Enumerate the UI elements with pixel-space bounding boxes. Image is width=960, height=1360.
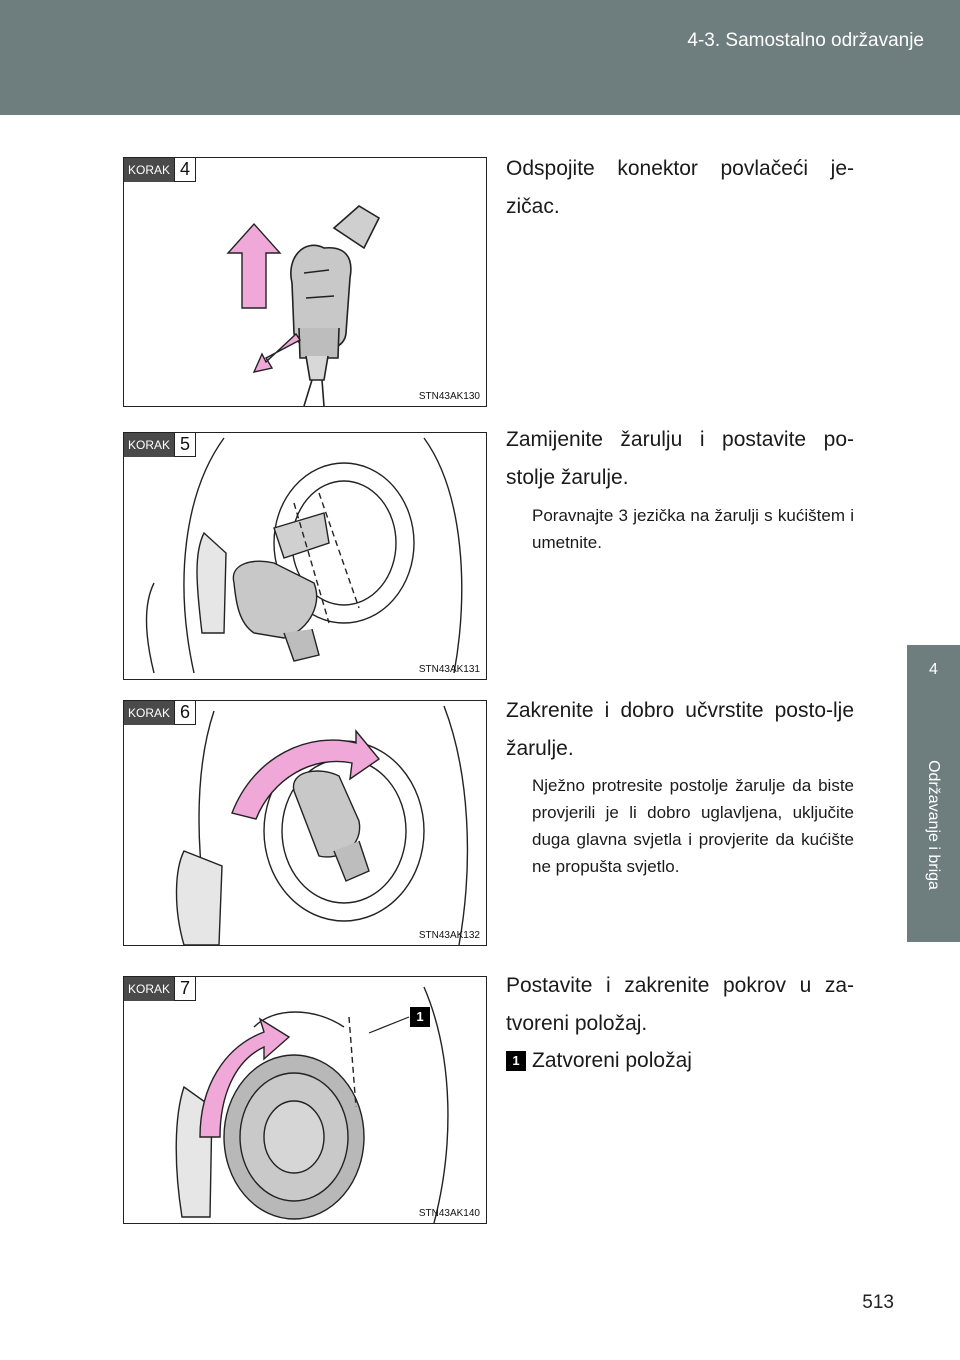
pull-up-arrow bbox=[228, 224, 280, 308]
step-6-instruction: Zakrenite i dobro učvrstite posto-lje žarulje. bbox=[506, 699, 854, 760]
page-number: 513 bbox=[862, 1292, 894, 1313]
legend-item bbox=[506, 1046, 692, 1076]
step-badge bbox=[124, 977, 196, 1001]
legend-label: Zatvoreni položaj bbox=[532, 1049, 692, 1072]
section-title: 4-3. Samostalno održavanje bbox=[687, 30, 924, 51]
legend-marker: 1 bbox=[506, 1051, 526, 1071]
step-word: KORAK bbox=[124, 977, 174, 1001]
figure-code: STN43AK140 bbox=[418, 1208, 480, 1219]
step-badge bbox=[124, 433, 196, 457]
chapter-tab[interactable] bbox=[907, 645, 960, 942]
step-7-instruction: Postavite i zakrenite pokrov u za-tvoreni položaj. bbox=[506, 974, 854, 1035]
figure-step-4 bbox=[123, 157, 487, 407]
step-number: 5 bbox=[174, 433, 196, 457]
step-word: KORAK bbox=[124, 433, 174, 457]
step-number: 7 bbox=[174, 977, 196, 1001]
callout-marker: 1 bbox=[410, 1007, 430, 1027]
figure-step-5 bbox=[123, 432, 487, 680]
figure-code: STN43AK131 bbox=[418, 664, 480, 675]
chapter-label: Održavanje i briga bbox=[925, 760, 942, 890]
figure-step-6 bbox=[123, 700, 487, 946]
step-badge bbox=[124, 701, 196, 725]
step-badge bbox=[124, 158, 196, 182]
step-4-instruction: Odspojite konektor povlačeći je-zičac. bbox=[506, 157, 854, 218]
cover-close-illustration bbox=[124, 977, 486, 1223]
figure-code: STN43AK132 bbox=[418, 930, 480, 941]
step-6-note: Nježno protresite postolje žarulje da biste provjerili je li dobro uglavljena, uključite duga glavna svjetla i provjerite da kućište ne propušta svjetlo. bbox=[532, 776, 854, 876]
step-number: 6 bbox=[174, 701, 196, 725]
figure-step-7 bbox=[123, 976, 487, 1224]
step-word: KORAK bbox=[124, 701, 174, 725]
bulb-connector-illustration bbox=[124, 158, 486, 406]
chapter-number: 4 bbox=[929, 661, 938, 678]
pull-tab-arrow bbox=[254, 334, 300, 372]
figure-code: STN43AK130 bbox=[418, 391, 480, 402]
header-band bbox=[0, 0, 960, 115]
step-number: 4 bbox=[174, 158, 196, 182]
step-5-instruction: Zamijenite žarulju i postavite po-stolje žarulje. bbox=[506, 428, 854, 489]
bulb-twist-illustration bbox=[124, 701, 486, 945]
step-word: KORAK bbox=[124, 158, 174, 182]
bulb-replacement-illustration bbox=[124, 433, 486, 679]
step-5-note: Poravnajte 3 jezička na žarulji s kućištem i umetnite. bbox=[532, 506, 854, 552]
